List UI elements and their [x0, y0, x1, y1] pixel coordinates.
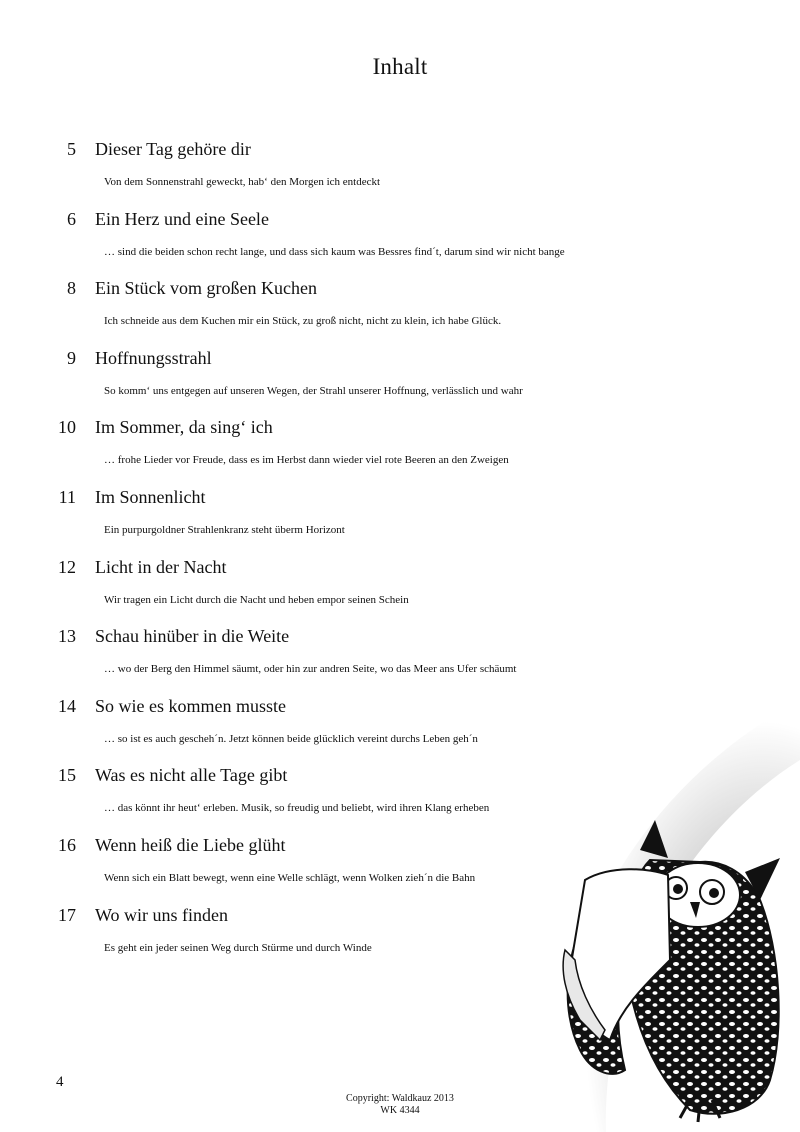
entry-title: Ein Herz und eine Seele: [95, 208, 269, 229]
entry-title: Licht in der Nacht: [95, 556, 227, 577]
entry-title: Ein Stück vom großen Kuchen: [95, 278, 317, 299]
entry-page-number: 6: [67, 208, 76, 229]
copyright-text: Copyright: Waldkauz 2013: [346, 1093, 454, 1104]
toc-entry[interactable]: [0, 763, 800, 833]
toc-entry[interactable]: [0, 137, 800, 207]
entry-page-number: 9: [67, 347, 76, 368]
entry-description: … frohe Lieder vor Freude, dass es im Herbst dann wieder viel rote Beeren an den Zweigen: [104, 454, 509, 467]
entry-title: So wie es kommen musste: [95, 695, 286, 716]
entry-description: … sind die beiden schon recht lange, und dass sich kaum was Bessres find´t, darum sind wir nicht bange: [104, 245, 565, 258]
entry-title: Im Sonnenlicht: [95, 486, 206, 507]
entry-title: Dieser Tag gehöre dir: [95, 139, 251, 159]
page-number: 4: [56, 1074, 64, 1090]
entry-page-number: 15: [58, 765, 76, 786]
toc-entry[interactable]: [0, 276, 800, 346]
toc-entry[interactable]: [0, 833, 800, 903]
entry-description: Wenn sich ein Blatt bewegt, wenn eine Welle schlägt, wenn Wolken zieh´n die Bahn: [104, 871, 476, 884]
entry-page-number: 16: [58, 834, 76, 855]
entry-page-number: 10: [58, 417, 76, 438]
toc-entry[interactable]: [0, 555, 800, 625]
entry-page-number: 13: [58, 626, 76, 647]
entry-title: Wo wir uns finden: [95, 904, 229, 925]
page-title: Inhalt: [372, 54, 428, 79]
entry-page-number: 12: [58, 556, 76, 577]
entry-description: Ein purpurgoldner Strahlenkranz steht überm Horizont: [104, 523, 345, 536]
toc-entry[interactable]: [0, 694, 800, 764]
table-of-contents: [0, 137, 800, 972]
entry-page-number: 5: [67, 139, 76, 159]
entry-page-number: 8: [67, 278, 76, 299]
entry-description: … so ist es auch gescheh´n. Jetzt können beide glücklich vereint durchs Leben geh´n: [104, 732, 478, 745]
entry-title: Im Sommer, da sing‘ ich: [95, 417, 273, 438]
entry-description: … das könnt ihr heut‘ erleben. Musik, so freudig und beliebt, wird ihren Klang erheben: [104, 802, 490, 815]
toc-entry[interactable]: [0, 346, 800, 416]
entry-page-number: 11: [58, 486, 76, 507]
entry-description: … wo der Berg den Himmel säumt, oder hin zur andren Seite, wo das Meer ans Ufer schäumt: [104, 663, 517, 676]
entry-page-number: 17: [58, 904, 76, 925]
entry-title: Was es nicht alle Tage gibt: [95, 765, 288, 786]
entry-description: Ich schneide aus dem Kuchen mir ein Stück, zu groß nicht, nicht zu klein, ich habe Glück.: [104, 315, 502, 328]
toc-entry[interactable]: [0, 903, 800, 973]
toc-entry[interactable]: [0, 207, 800, 277]
footer: [200, 1093, 600, 1117]
toc-entry[interactable]: [0, 485, 800, 555]
entry-title: Hoffnungsstrahl: [95, 347, 212, 368]
entry-description: Es geht ein jeder seinen Weg durch Stürme und durch Winde: [104, 941, 372, 954]
entry-title: Schau hinüber in die Weite: [95, 626, 290, 647]
entry-description: Wir tragen ein Licht durch die Nacht und heben empor seinen Schein: [104, 593, 409, 606]
entry-description: Von dem Sonnenstrahl geweckt, hab‘ den Morgen ich entdeckt: [104, 176, 381, 188]
entry-description: So komm‘ uns entgegen auf unseren Wegen, der Strahl unserer Hoffnung, verlässlich und wahr: [104, 384, 523, 397]
toc-entry[interactable]: [0, 624, 800, 694]
entry-page-number: 14: [58, 695, 76, 716]
entry-title: Wenn heiß die Liebe glüht: [95, 834, 286, 855]
catalog-code: WK 4344: [380, 1105, 420, 1116]
toc-entry[interactable]: [0, 415, 800, 485]
